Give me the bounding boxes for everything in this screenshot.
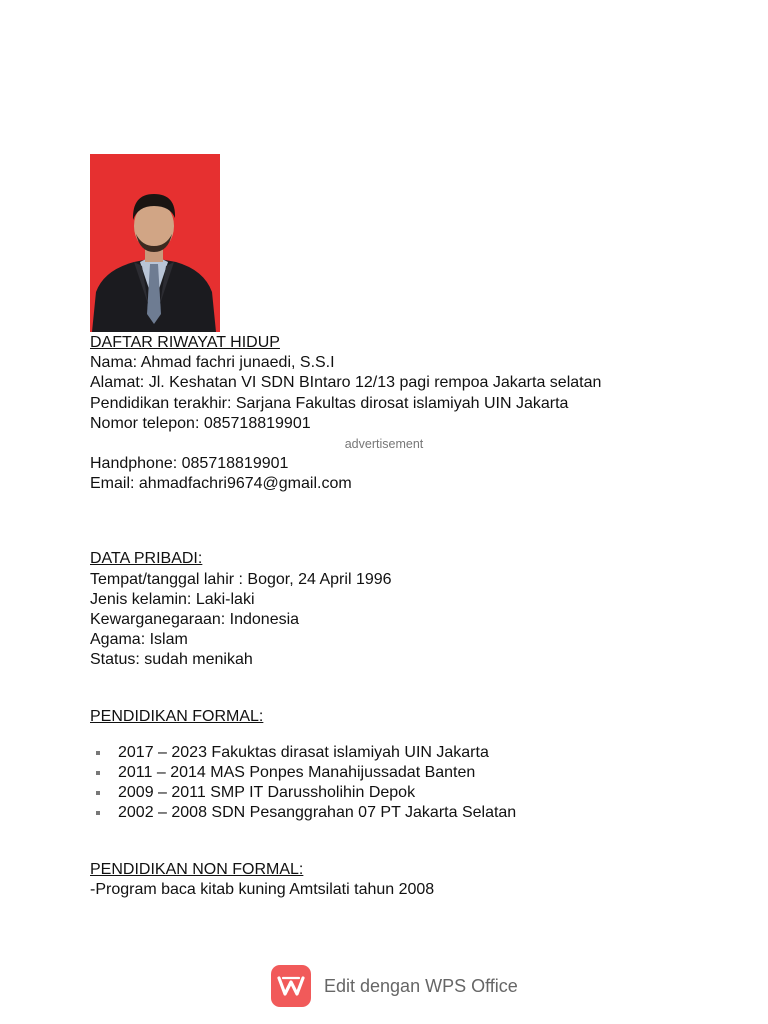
non-formal-item: -Program baca kitab kuning Amtsilati tahun 2008 xyxy=(90,880,435,898)
wps-edit-button[interactable] xyxy=(271,965,518,1007)
bullet-icon xyxy=(96,811,100,815)
bullet-icon xyxy=(96,751,100,755)
profile-photo xyxy=(90,154,220,332)
email-line: Email: ahmadfachri9674@gmail.com xyxy=(90,475,352,493)
pendidikan-non-formal-heading: PENDIDIKAN NON FORMAL: xyxy=(90,860,304,878)
person-silhouette-icon xyxy=(90,154,220,332)
cv-title: DAFTAR RIWAYAT HIDUP xyxy=(90,334,280,351)
list-item xyxy=(90,783,710,803)
data-pribadi-heading: DATA PRIBADI: xyxy=(90,550,203,568)
list-item xyxy=(90,763,710,783)
wps-office-logo-icon xyxy=(271,965,311,1007)
bullet-icon xyxy=(96,791,100,795)
spacer xyxy=(90,727,710,743)
jenis-kelamin-line: Jenis kelamin: Laki-laki xyxy=(90,590,255,608)
bullet-icon xyxy=(96,771,100,775)
pendidikan-terakhir-line: Pendidikan terakhir: Sarjana Fakultas dirosat islamiyah UIN Jakarta xyxy=(90,394,569,412)
spacer xyxy=(90,824,710,860)
handphone-line: Handphone: 085718819901 xyxy=(90,455,289,473)
list-item-text: 2011 – 2014 MAS Ponpes Manahijussadat Banten xyxy=(118,764,476,782)
alamat-line: Alamat: Jl. Keshatan VI SDN BIntaro 12/13 pagi rempoa Jakarta selatan xyxy=(90,374,602,392)
list-item xyxy=(90,803,710,823)
status-line: Status: sudah menikah xyxy=(90,651,253,669)
list-item-text: 2009 – 2011 SMP IT Darussholihin Depok xyxy=(118,784,416,802)
kewarganegaraan-line: Kewarganegaraan: Indonesia xyxy=(90,611,300,629)
list-item-text: 2002 – 2008 SDN Pesanggrahan 07 PT Jakarta Selatan xyxy=(118,804,517,822)
ttl-line: Tempat/tanggal lahir : Bogor, 24 April 1996 xyxy=(90,570,392,588)
spacer xyxy=(90,494,710,549)
nama-line: Nama: Ahmad fachri junaedi, S.S.I xyxy=(90,354,335,372)
cv-document xyxy=(90,333,710,900)
pendidikan-formal-list xyxy=(90,743,710,824)
nomor-telepon-line: Nomor telepon: 085718819901 xyxy=(90,414,311,432)
spacer xyxy=(90,671,710,707)
pendidikan-formal-heading: PENDIDIKAN FORMAL: xyxy=(90,707,264,725)
wps-edit-label: Edit dengan WPS Office xyxy=(324,975,518,996)
list-item xyxy=(90,743,710,763)
agama-line: Agama: Islam xyxy=(90,631,188,649)
advertisement-label: advertisement xyxy=(344,437,424,452)
list-item-text: 2017 – 2023 Fakuktas dirasat islamiyah UIN Jakarta xyxy=(118,743,489,761)
